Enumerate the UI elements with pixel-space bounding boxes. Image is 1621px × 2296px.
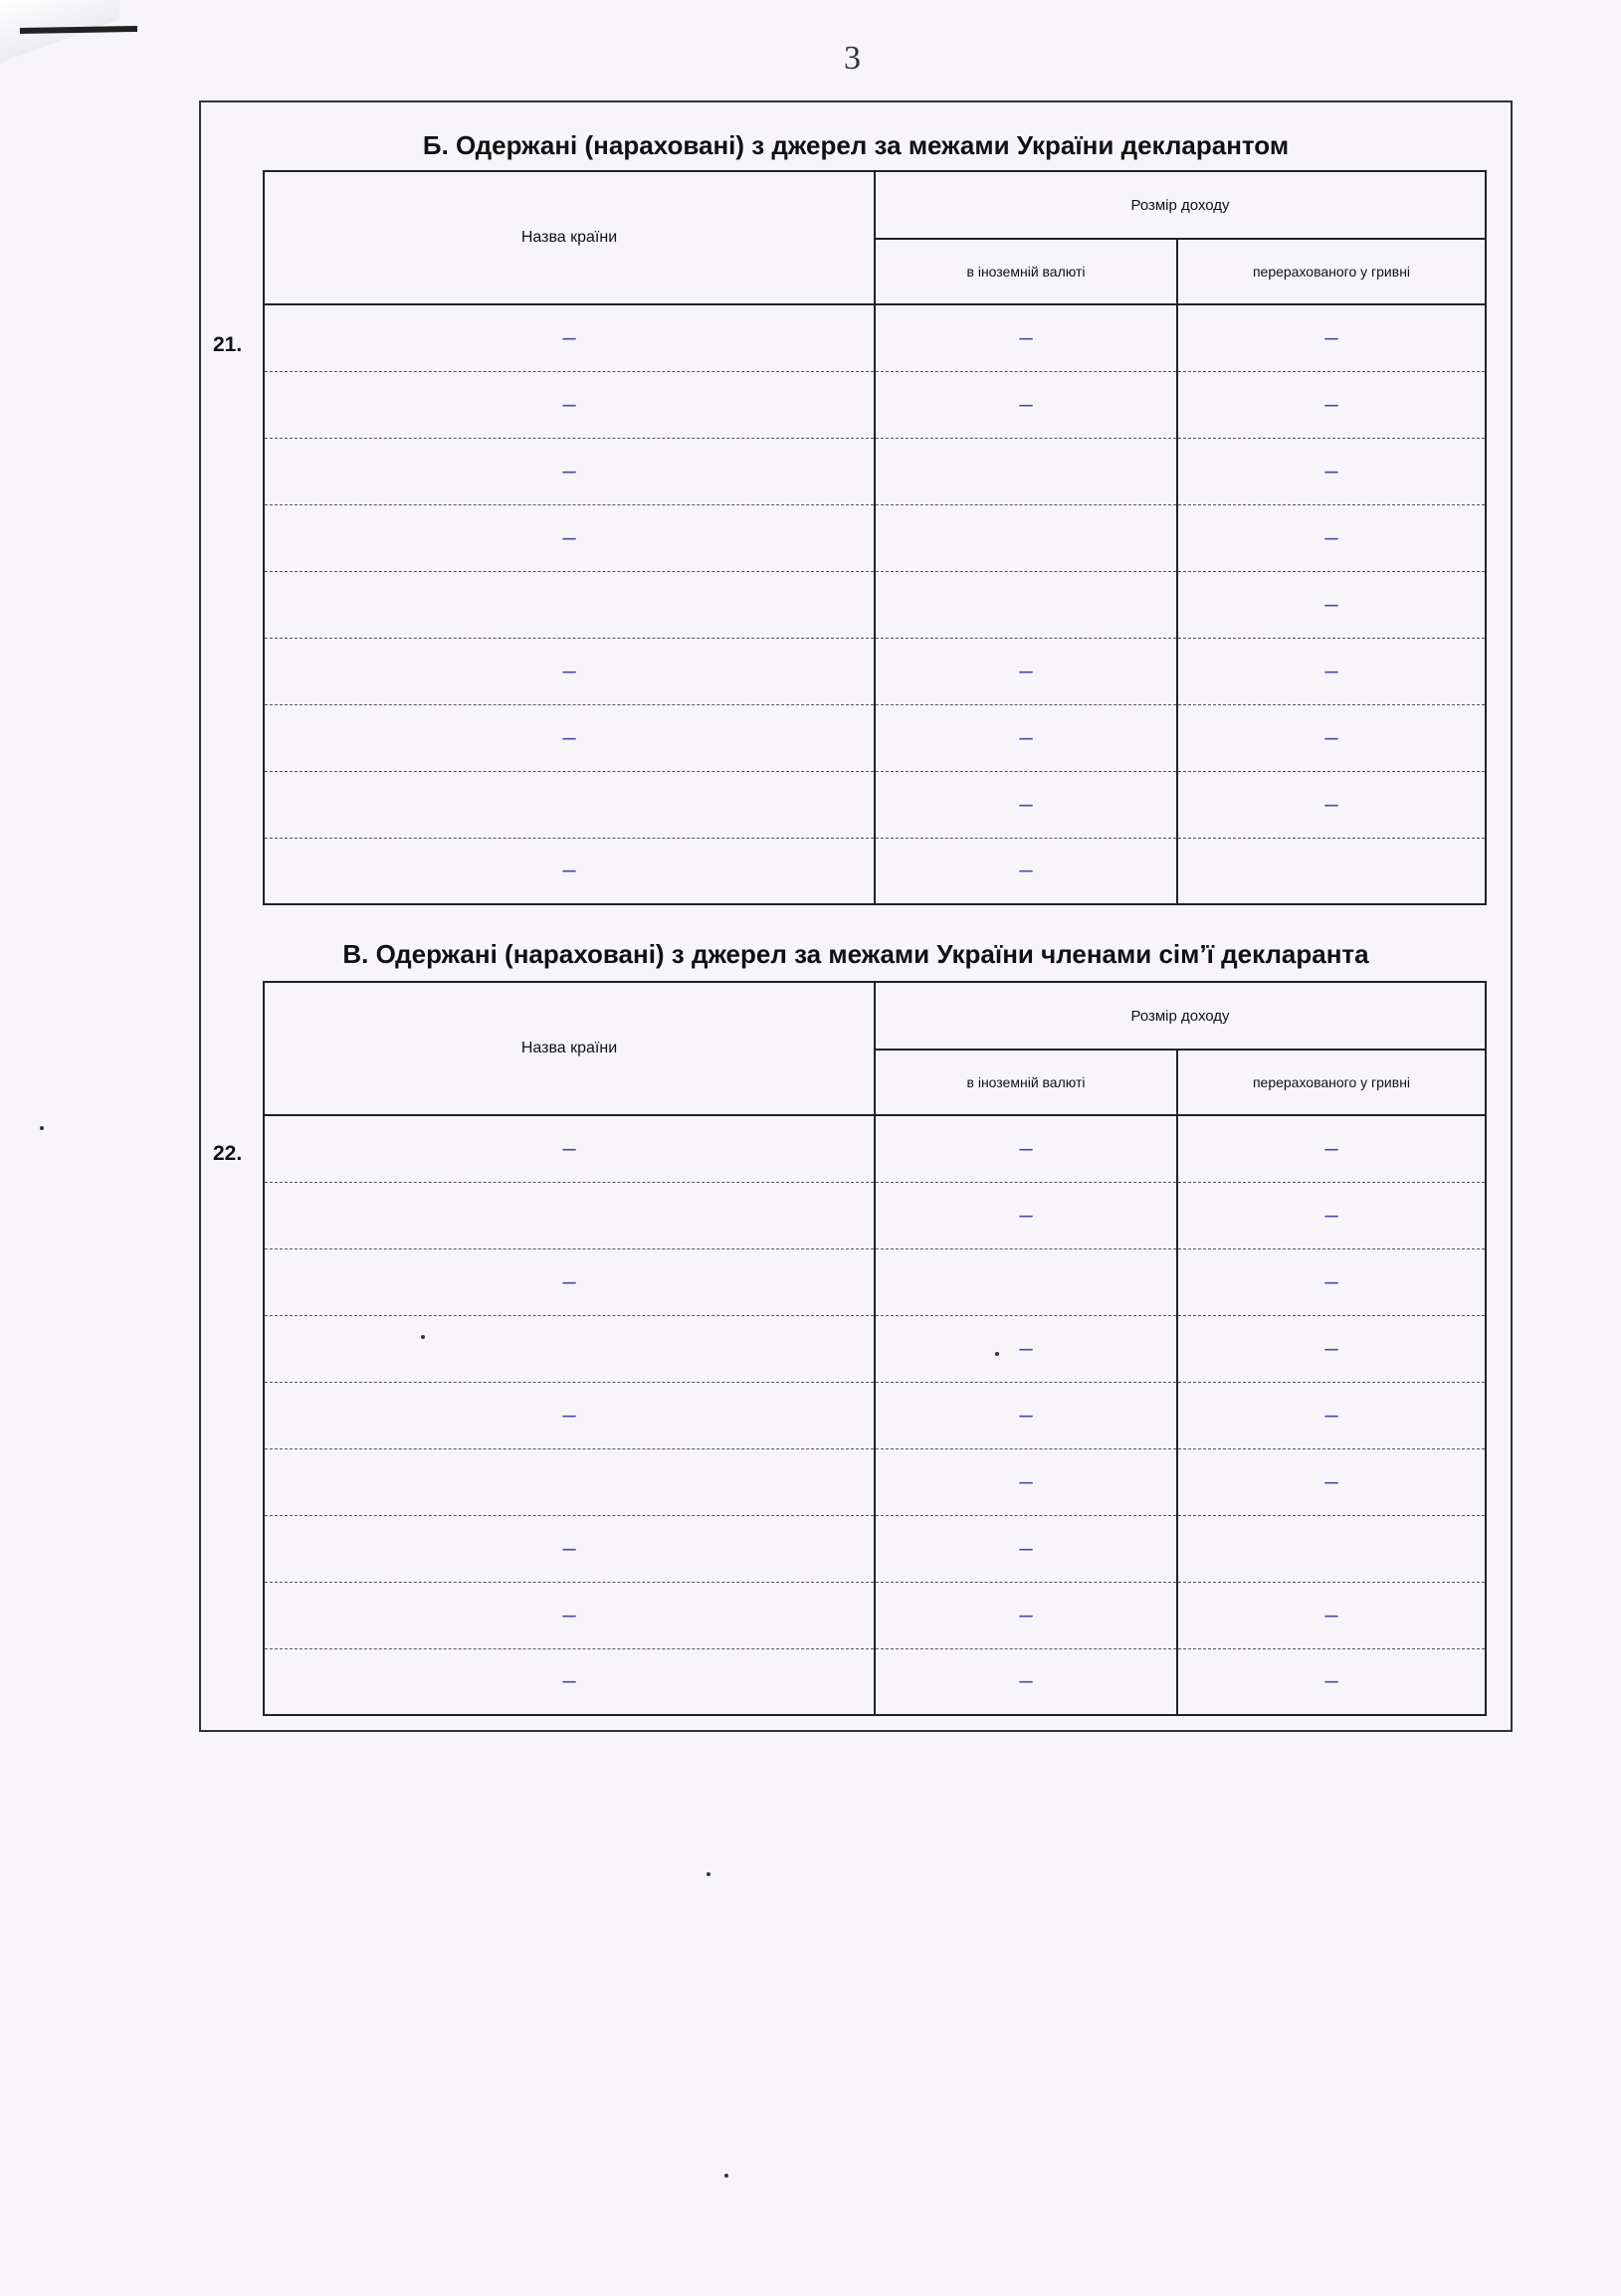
dash-mark: – — [1324, 1201, 1338, 1229]
foreign-currency-cell — [875, 1382, 1177, 1448]
dash-mark: – — [1019, 1334, 1033, 1362]
table-row — [264, 1448, 1486, 1515]
table-row — [264, 571, 1486, 638]
hryvnia-cell — [1177, 1248, 1486, 1315]
dash-mark: – — [562, 1267, 576, 1295]
table-row — [264, 1515, 1486, 1582]
dash-mark: – — [1324, 657, 1338, 684]
section-b-letter: Б — [422, 130, 442, 160]
dash-mark: – — [1324, 1401, 1338, 1429]
country-cell — [264, 1448, 875, 1515]
dash-mark: – — [1019, 1601, 1033, 1628]
dash-mark: – — [1324, 1667, 1338, 1695]
country-cell — [264, 1248, 875, 1315]
country-cell — [264, 571, 875, 638]
scan-speck — [421, 1335, 425, 1339]
dash-mark: – — [562, 857, 576, 884]
table-row — [264, 838, 1486, 904]
hryvnia-cell — [1177, 771, 1486, 838]
country-cell — [264, 638, 875, 704]
country-cell — [264, 504, 875, 571]
table-row — [264, 304, 1486, 371]
table-row — [264, 1582, 1486, 1648]
dash-mark: – — [562, 323, 576, 351]
country-cell — [264, 704, 875, 771]
dash-mark: – — [1019, 657, 1033, 684]
hryvnia-cell — [1177, 304, 1486, 371]
country-cell — [264, 838, 875, 904]
foreign-currency-cell — [875, 1515, 1177, 1582]
foreign-currency-cell — [875, 504, 1177, 571]
country-cell — [264, 1182, 875, 1248]
country-cell — [264, 304, 875, 371]
foreign-currency-cell — [875, 371, 1177, 438]
dash-mark: – — [1019, 1467, 1033, 1495]
hryvnia-cell — [1177, 1315, 1486, 1382]
dash-mark: – — [1324, 723, 1338, 751]
foreign-currency-cell — [875, 838, 1177, 904]
table-section-v — [263, 981, 1487, 1716]
page-number: 3 — [844, 40, 861, 77]
dash-mark: – — [1324, 323, 1338, 351]
table-row — [264, 1115, 1486, 1182]
dash-mark: – — [1019, 1134, 1033, 1162]
hryvnia-cell — [1177, 1448, 1486, 1515]
table-row — [264, 371, 1486, 438]
country-cell — [264, 1515, 875, 1582]
dash-mark: – — [1019, 1667, 1033, 1695]
dash-mark: – — [562, 523, 576, 551]
foreign-currency-cell — [875, 438, 1177, 504]
dash-mark: – — [1324, 790, 1338, 818]
table-row — [264, 438, 1486, 504]
hryvnia-cell — [1177, 1582, 1486, 1648]
foreign-currency-cell — [875, 771, 1177, 838]
row-number-22: 22. — [213, 1142, 243, 1165]
country-cell — [264, 771, 875, 838]
dash-mark: – — [1324, 390, 1338, 418]
country-cell — [264, 1315, 875, 1382]
section-v-title-text: . Одержані (нараховані) з джерел за межами України членами сім’ї декларанта — [361, 939, 1369, 969]
header-hryvnia: перерахованого у гривні — [1177, 239, 1486, 304]
header-foreign-currency: в іноземній валюті — [875, 239, 1177, 304]
table-row — [264, 1248, 1486, 1315]
dash-mark: – — [1324, 1267, 1338, 1295]
table-row — [264, 1382, 1486, 1448]
foreign-currency-cell — [875, 1448, 1177, 1515]
scan-speck — [707, 1872, 710, 1876]
hryvnia-cell — [1177, 638, 1486, 704]
foreign-currency-cell — [875, 1248, 1177, 1315]
section-v-letter: В — [342, 939, 362, 969]
header-country-name: Назва країни — [264, 171, 875, 304]
section-b-title — [199, 130, 1513, 161]
hryvnia-cell — [1177, 1115, 1486, 1182]
dash-mark: – — [1324, 457, 1338, 484]
table-section-v-body — [264, 1115, 1486, 1715]
table-row — [264, 638, 1486, 704]
foreign-currency-cell — [875, 571, 1177, 638]
hryvnia-cell — [1177, 1182, 1486, 1248]
dash-mark: – — [1019, 723, 1033, 751]
dash-mark: – — [1019, 1401, 1033, 1429]
hryvnia-cell — [1177, 438, 1486, 504]
header-country-name: Назва країни — [264, 982, 875, 1115]
dash-mark: – — [562, 723, 576, 751]
dash-mark: – — [1324, 1334, 1338, 1362]
scan-speck — [995, 1352, 999, 1356]
dash-mark: – — [1019, 390, 1033, 418]
table-row — [264, 1315, 1486, 1382]
dash-mark: – — [1019, 1534, 1033, 1562]
header-foreign-currency: в іноземній валюті — [875, 1050, 1177, 1115]
table-row — [264, 504, 1486, 571]
dash-mark: – — [1019, 323, 1033, 351]
header-income-size: Розмір доходу — [875, 171, 1486, 239]
hryvnia-cell — [1177, 371, 1486, 438]
dash-mark: – — [562, 390, 576, 418]
country-cell — [264, 1648, 875, 1715]
table-row — [264, 704, 1486, 771]
dash-mark: – — [1324, 1601, 1338, 1628]
dash-mark: – — [1324, 590, 1338, 618]
dash-mark: – — [562, 657, 576, 684]
dash-mark: – — [1324, 1134, 1338, 1162]
table-section-b-body — [264, 304, 1486, 904]
dash-mark: – — [1019, 790, 1033, 818]
country-cell — [264, 438, 875, 504]
table-row — [264, 1182, 1486, 1248]
table-row — [264, 1648, 1486, 1715]
hryvnia-cell — [1177, 704, 1486, 771]
page-corner-fold — [0, 0, 119, 70]
table-row — [264, 771, 1486, 838]
country-cell — [264, 1115, 875, 1182]
dash-mark: – — [1324, 523, 1338, 551]
foreign-currency-cell — [875, 1182, 1177, 1248]
foreign-currency-cell — [875, 1648, 1177, 1715]
foreign-currency-cell — [875, 1582, 1177, 1648]
dash-mark: – — [562, 457, 576, 484]
hryvnia-cell — [1177, 1382, 1486, 1448]
dash-mark: – — [562, 1667, 576, 1695]
foreign-currency-cell — [875, 638, 1177, 704]
dash-mark: – — [1324, 1467, 1338, 1495]
foreign-currency-cell — [875, 304, 1177, 371]
row-number-21: 21. — [213, 333, 243, 356]
hryvnia-cell — [1177, 1648, 1486, 1715]
scan-speck — [40, 1126, 44, 1130]
header-income-size: Розмір доходу — [875, 982, 1486, 1050]
corner-pen-mark — [20, 26, 137, 34]
hryvnia-cell — [1177, 838, 1486, 904]
dash-mark: – — [562, 1401, 576, 1429]
section-v-title — [199, 939, 1513, 970]
section-b-title-text: . Одержані (нараховані) з джерел за межами України декларантом — [441, 130, 1290, 160]
foreign-currency-cell — [875, 1315, 1177, 1382]
foreign-currency-cell — [875, 704, 1177, 771]
foreign-currency-cell — [875, 1115, 1177, 1182]
dash-mark: – — [1019, 857, 1033, 884]
country-cell — [264, 1382, 875, 1448]
hryvnia-cell — [1177, 1515, 1486, 1582]
table-section-b — [263, 170, 1487, 905]
hryvnia-cell — [1177, 504, 1486, 571]
dash-mark: – — [562, 1534, 576, 1562]
country-cell — [264, 1582, 875, 1648]
dash-mark: – — [1019, 1201, 1033, 1229]
header-hryvnia: перерахованого у гривні — [1177, 1050, 1486, 1115]
scan-speck — [724, 2174, 728, 2178]
dash-mark: – — [562, 1601, 576, 1628]
country-cell — [264, 371, 875, 438]
hryvnia-cell — [1177, 571, 1486, 638]
dash-mark: – — [562, 1134, 576, 1162]
